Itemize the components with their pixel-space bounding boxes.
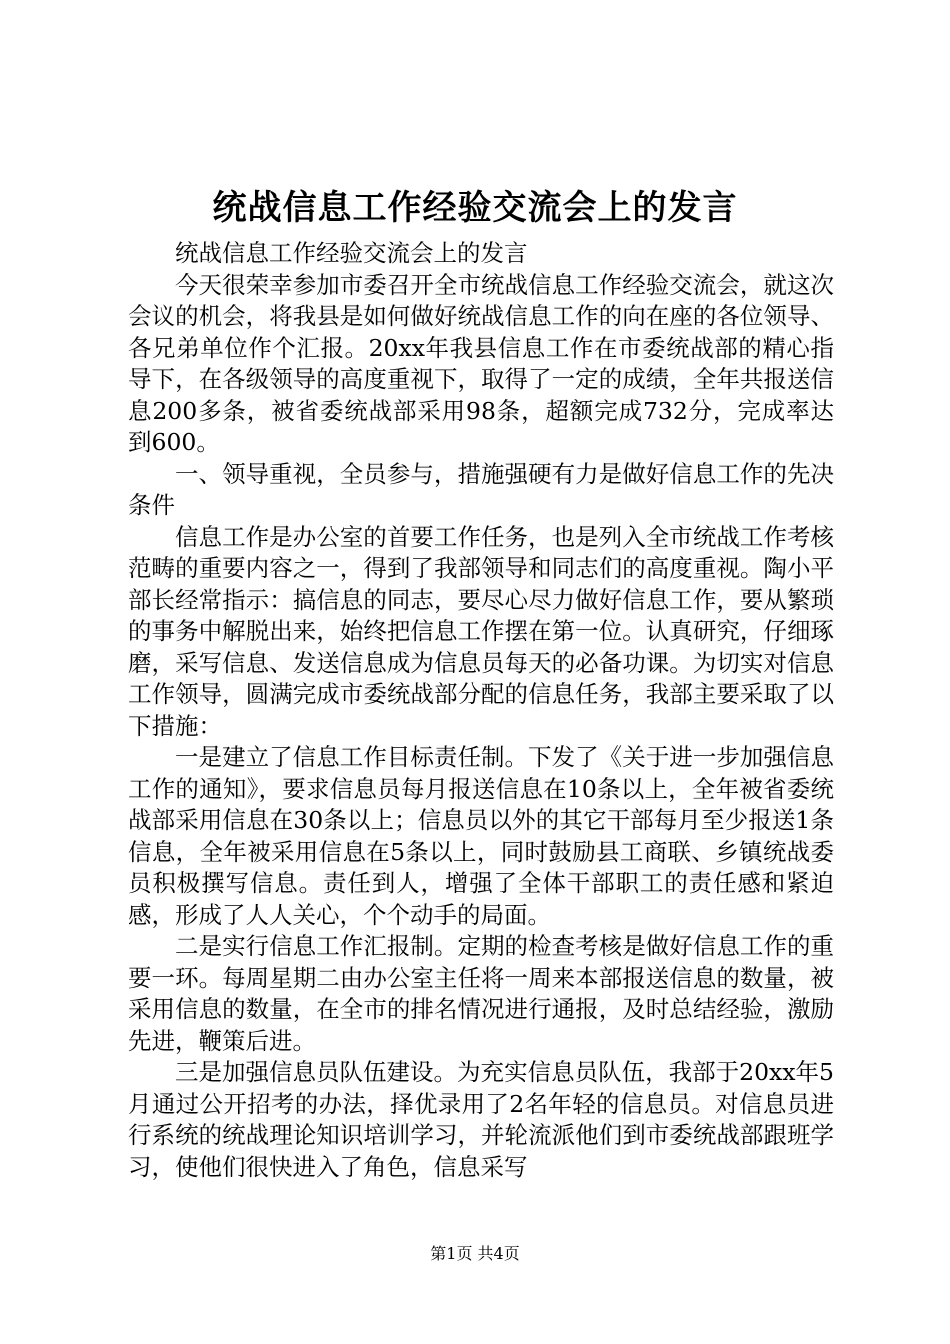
- paragraph-measure-2: 二是实行信息工作汇报制。定期的检查考核是做好信息工作的重要一环。每周星期二由办公室主任将一周来本部报送信息的数量，被采用信息的数量，在全市的排名情况进行通报，及时总结经验，激励先进，鞭策后进。: [128, 932, 834, 1055]
- paragraph-measure-1: 一是建立了信息工作目标责任制。下发了《关于进一步加强信息工作的通知》，要求信息员每月报送信息在10条以上，全年被省委统战部采用信息在30条以上；信息员以外的其它干部每月至少报送1条信息，全年被采用信息在5条以上，同时鼓励县工商联、乡镇统战委员积极撰写信息。责任到人，增强了全体干部职工的责任感和紧迫感，形成了人人关心，个个动手的局面。: [128, 743, 834, 929]
- paragraph-subtitle: 统战信息工作经验交流会上的发言: [175, 239, 528, 267]
- page-footer: 第1页 共4页: [430, 1244, 520, 1263]
- paragraph-measure-3: 三是加强信息员队伍建设。为充实信息员队伍，我部于20xx年5月通过公开招考的办法，择优录用了2名年轻的信息员。对信息员进行系统的统战理论知识培训学习，并轮流派他们到市委统战部跟班学习，使他们很快进入了角色，信息采写: [128, 1058, 834, 1181]
- section-heading-1: 一、领导重视，全员参与，措施强硬有力是做好信息工作的先决条件: [128, 459, 834, 519]
- paragraph-section-1: 信息工作是办公室的首要工作任务，也是列入全市统战工作考核范畴的重要内容之一，得到了我部领导和同志们的高度重视。陶小平部长经常指示：搞信息的同志，要尽心尽力做好信息工作，要从繁琐的事务中解脱出来，始终把信息工作摆在第一位。认真研究，仔细琢磨，采写信息、发送信息成为信息员每天的必备功课。为切实对信息工作领导，圆满完成市委统战部分配的信息任务，我部主要采取了以下措施：: [128, 522, 834, 740]
- document-title: 统战信息工作经验交流会上的发言: [212, 188, 738, 228]
- document-body: [128, 238, 834, 1183]
- paragraph-intro: 今天很荣幸参加市委召开全市统战信息工作经验交流会，就这次会议的机会，将我县是如何做好统战信息工作的向在座的各位领导、各兄弟单位作个汇报。20xx年我县信息工作在市委统战部的精心指导下，在各级领导的高度重视下，取得了一定的成绩，全年共报送信息200多条，被省委统战部采用98条，超额完成732分，完成率达到600。: [128, 270, 834, 456]
